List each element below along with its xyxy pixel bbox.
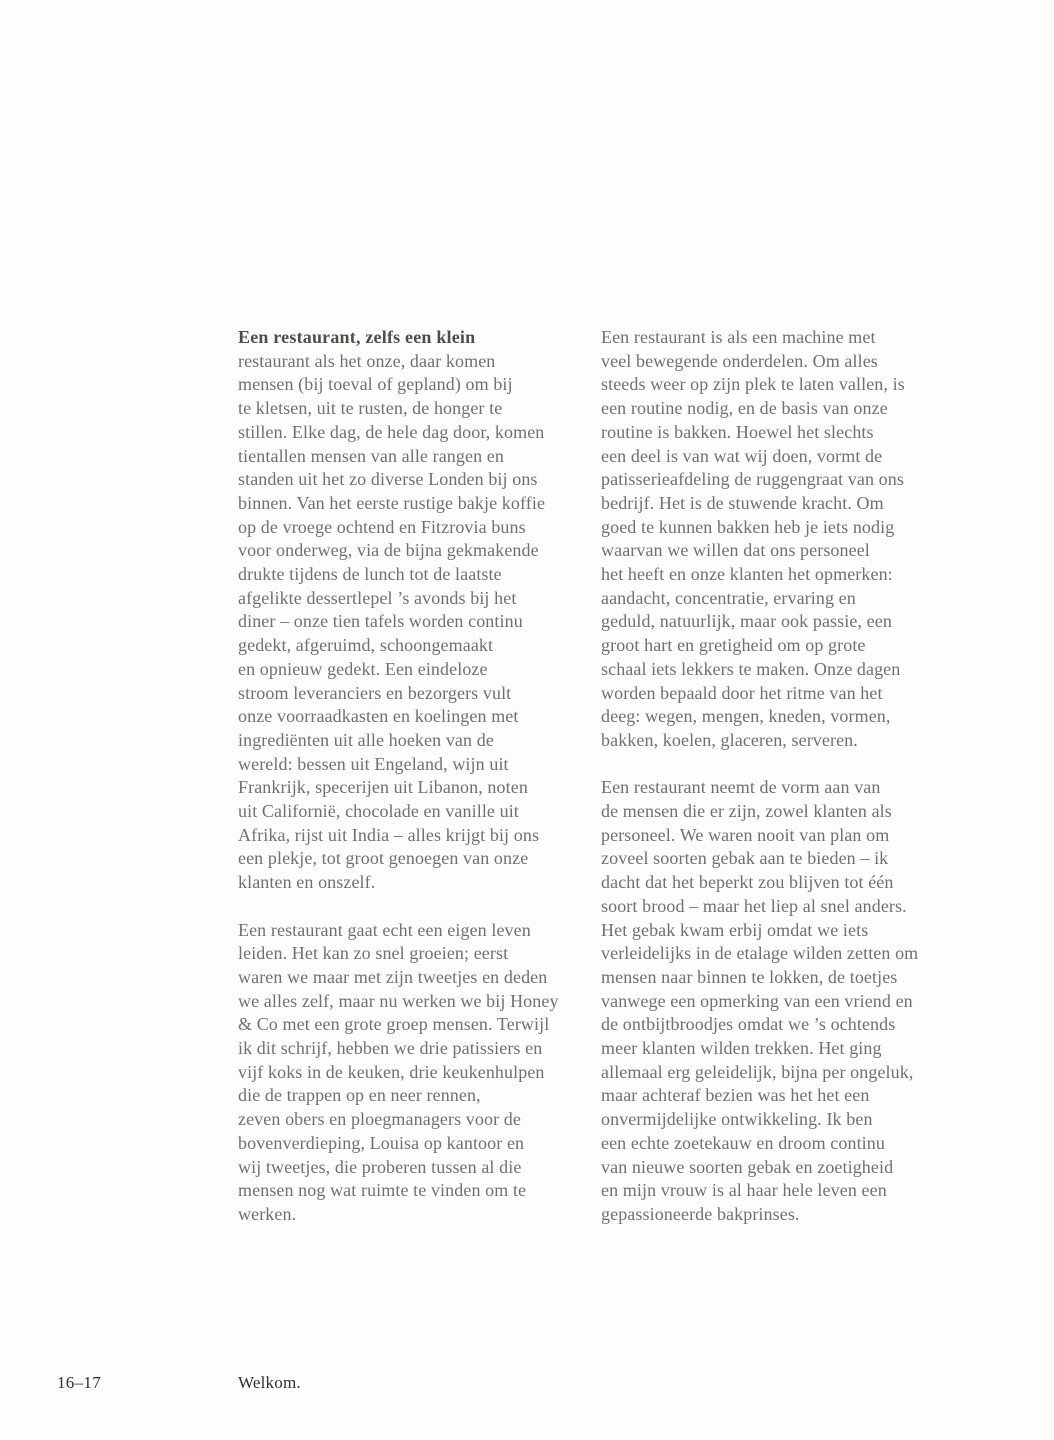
text-line: het heeft en onze klanten het opmerken: bbox=[601, 564, 893, 585]
paragraph bbox=[238, 326, 588, 895]
text-line: ingrediënten uit alle hoeken van de bbox=[238, 729, 494, 750]
text-line: & Co met een grote groep mensen. Terwijl bbox=[238, 1014, 550, 1035]
text-line: en mijn vrouw is al haar hele leven een bbox=[601, 1180, 887, 1201]
text-line: bakken, koelen, glaceren, serveren. bbox=[601, 729, 858, 750]
text-line: een deel is van wat wij doen, vormt de bbox=[601, 445, 883, 466]
text-line: Frankrijk, specerijen uit Libanon, noten bbox=[238, 777, 528, 798]
text-line: meer klanten wilden trekken. Het ging bbox=[601, 1038, 882, 1059]
text-line: mensen nog wat ruimte te vinden om te bbox=[238, 1180, 527, 1201]
text-line: mensen naar binnen te lokken, de toetjes bbox=[601, 966, 898, 987]
text-line: die de trappen op en neer rennen, bbox=[238, 1085, 481, 1106]
text-line: standen uit het zo diverse Londen bij ons bbox=[238, 469, 538, 490]
paragraph-lead-bold: Een restaurant, zelfs een klein bbox=[238, 327, 476, 347]
text-line: mensen (bij toeval of gepland) om bij bbox=[238, 374, 513, 395]
text-line: een plekje, tot groot genoegen van onze bbox=[238, 848, 529, 869]
text-line: diner – onze tien tafels worden continu bbox=[238, 611, 523, 632]
text-line: de ontbijtbroodjes omdat we ’s ochtends bbox=[601, 1014, 896, 1035]
text-line: worden bepaald door het ritme van het bbox=[601, 682, 883, 703]
text-line: bovenverdieping, Louisa op kantoor en bbox=[238, 1132, 525, 1153]
text-line: deeg: wegen, mengen, kneden, vormen, bbox=[601, 706, 891, 727]
text-line: te kletsen, uit te rusten, de honger te bbox=[238, 398, 503, 419]
text-line: drukte tijdens de lunch tot de laatste bbox=[238, 564, 502, 585]
text-line: restaurant als het onze, daar komen bbox=[238, 350, 496, 371]
text-line: steeds weer op zijn plek te laten vallen, is bbox=[601, 374, 905, 395]
text-line: gedekt, afgeruimd, schoongemaakt bbox=[238, 635, 494, 656]
text-line: tientallen mensen van alle rangen en bbox=[238, 445, 504, 466]
text-line: waarvan we willen dat ons personeel bbox=[601, 540, 870, 561]
text-line: onvermijdelijke ontwikkeling. Ik ben bbox=[601, 1109, 873, 1130]
text-line: allemaal erg geleidelijk, bijna per ongeluk, bbox=[601, 1061, 914, 1082]
text-line: klanten en onszelf. bbox=[238, 872, 376, 893]
text-line: uit Californië, chocolade en vanille uit bbox=[238, 801, 519, 822]
left-text-column bbox=[238, 326, 588, 1227]
text-line: gepassioneerde bakprinses. bbox=[601, 1204, 800, 1224]
text-line: stillen. Elke dag, de hele dag door, komen bbox=[238, 421, 545, 442]
paragraph bbox=[601, 326, 961, 753]
text-line: patisserieafdeling de ruggengraat van ons bbox=[601, 469, 904, 490]
text-line: waren we maar met zijn tweetjes en deden bbox=[238, 966, 548, 987]
chapter-title: Welkom. bbox=[238, 1373, 301, 1392]
text-line: soort brood – maar het liep al snel anders. bbox=[601, 895, 907, 916]
page-numbers: 16–17 bbox=[57, 1373, 101, 1392]
text-line: binnen. Van het eerste rustige bakje koffie bbox=[238, 492, 546, 513]
text-line: goed te kunnen bakken heb je iets nodig bbox=[601, 516, 895, 537]
text-line: Een restaurant is als een machine met bbox=[601, 327, 876, 347]
text-line: vijf koks in de keuken, drie keukenhulpen bbox=[238, 1061, 545, 1082]
text-line: schaal iets lekkers te maken. Onze dagen bbox=[601, 658, 901, 679]
text-line: groot hart en gretigheid om op grote bbox=[601, 635, 866, 656]
text-line: routine is bakken. Hoewel het slechts bbox=[601, 421, 874, 442]
text-line: wereld: bessen uit Engeland, wijn uit bbox=[238, 753, 509, 774]
text-line: onze voorraadkasten en koelingen met bbox=[238, 706, 519, 727]
text-line: Het gebak kwam erbij omdat we iets bbox=[601, 919, 869, 940]
text-line: wij tweetjes, die proberen tussen al die bbox=[238, 1156, 522, 1177]
text-line: personeel. We waren nooit van plan om bbox=[601, 824, 890, 845]
text-line: afgelikte dessertlepel ’s avonds bij het bbox=[238, 587, 517, 608]
paragraph bbox=[601, 776, 961, 1226]
page-footer bbox=[0, 1371, 1054, 1395]
text-line: op de vroege ochtend en Fitzrovia buns bbox=[238, 516, 526, 537]
text-line: voor onderweg, via de bijna gekmakende bbox=[238, 540, 539, 561]
text-line: de mensen die er zijn, zowel klanten als bbox=[601, 801, 892, 822]
text-line: ik dit schrijf, hebben we drie patissiers en bbox=[238, 1038, 543, 1059]
text-line: leiden. Het kan zo snel groeien; eerst bbox=[238, 943, 509, 964]
text-line: zoveel soorten gebak aan te bieden – ik bbox=[601, 848, 889, 869]
text-line: veel bewegende onderdelen. Om alles bbox=[601, 350, 878, 371]
paragraph bbox=[238, 919, 588, 1227]
text-line: en opnieuw gedekt. Een eindeloze bbox=[238, 658, 488, 679]
text-line: verleidelijks in de etalage wilden zetten om bbox=[601, 943, 919, 964]
text-line: geduld, natuurlijk, maar ook passie, een bbox=[601, 611, 892, 632]
text-line: Een restaurant gaat echt een eigen leven bbox=[238, 919, 531, 940]
text-line: werken. bbox=[238, 1204, 297, 1224]
text-line: bedrijf. Het is de stuwende kracht. Om bbox=[601, 492, 884, 513]
text-line: aandacht, concentratie, ervaring en bbox=[601, 587, 856, 608]
text-line: een routine nodig, en de basis van onze bbox=[601, 398, 888, 419]
right-text-column bbox=[601, 326, 961, 1227]
text-line: Afrika, rijst uit India – alles krijgt bij ons bbox=[238, 824, 540, 845]
text-line: stroom leveranciers en bezorgers vult bbox=[238, 682, 512, 703]
text-line: van nieuwe soorten gebak en zoetigheid bbox=[601, 1156, 894, 1177]
text-line: zeven obers en ploegmanagers voor de bbox=[238, 1109, 521, 1130]
text-line: we alles zelf, maar nu werken we bij Honey bbox=[238, 990, 559, 1011]
text-line: een echte zoetekauw en droom continu bbox=[601, 1132, 885, 1153]
text-line: maar achteraf bezien was het het een bbox=[601, 1085, 870, 1106]
text-line: vanwege een opmerking van een vriend en bbox=[601, 990, 913, 1011]
text-line: Een restaurant neemt de vorm aan van bbox=[601, 777, 881, 798]
text-line: dacht dat het beperkt zou blijven tot één bbox=[601, 872, 894, 893]
